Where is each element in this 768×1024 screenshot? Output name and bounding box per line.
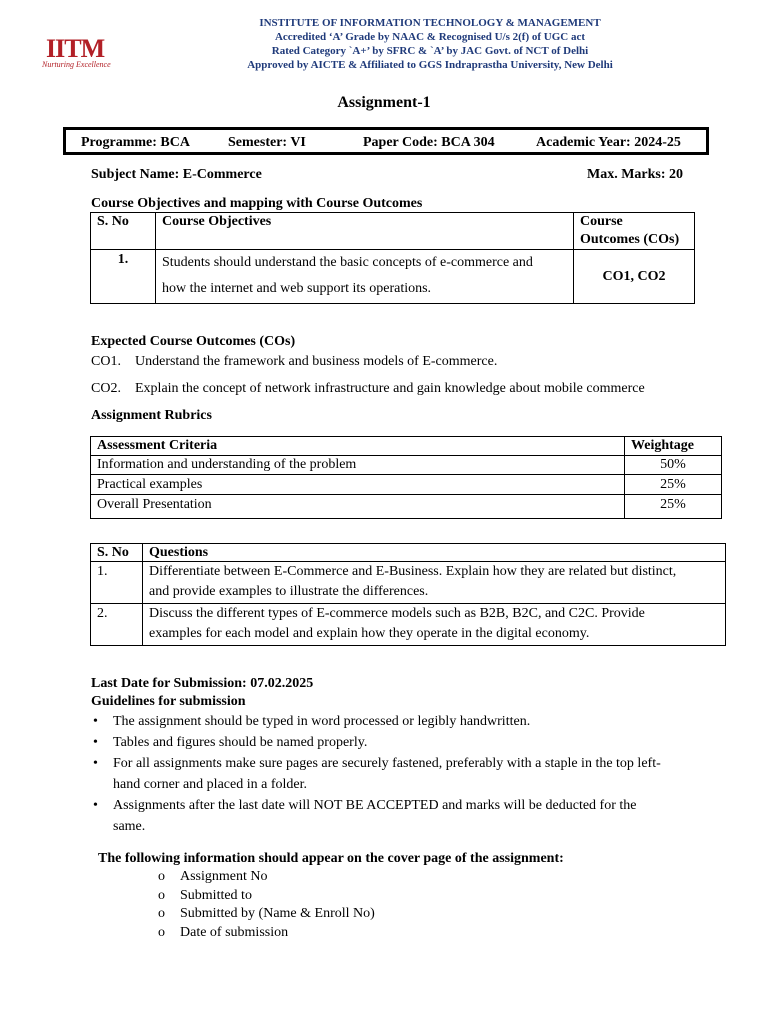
rubrics-heading: Assignment Rubrics (91, 408, 212, 423)
co1-label: CO1. (91, 354, 121, 369)
rubrics-table (90, 436, 722, 519)
question-line: examples for each model and explain how they operate in the digital economy. (149, 626, 590, 641)
list-item: • Tables and figures should be named properly. (113, 732, 713, 753)
criteria-cell: Practical examples (91, 475, 625, 495)
co1-text: Understand the framework and business models of E-commerce. (135, 354, 498, 369)
bullet-icon: • (93, 756, 98, 771)
guidelines-heading: Guidelines for submission (91, 694, 246, 709)
table-row (91, 456, 722, 475)
col-outcomes-line1: Course (580, 214, 623, 229)
col-questions: Questions (143, 544, 726, 562)
institute-name: INSTITUTE OF INFORMATION TECHNOLOGY & MANAGEMENT (259, 17, 601, 29)
weight-cell: 50% (625, 456, 722, 475)
bullet-icon: • (93, 735, 98, 750)
question-line: and provide examples to illustrate the differences. (149, 584, 429, 599)
list-item: • Assignments after the last date will NOT BE ACCEPTED and marks will be deducted for the (113, 795, 713, 816)
table-row (91, 250, 695, 304)
row-objective-line2: how the internet and web support its operations. (162, 281, 432, 296)
list-item: • For all assignments make sure pages are securely fastened, preferably with a staple in the top left- (113, 753, 713, 774)
co2-text: Explain the concept of network infrastructure and gain knowledge about mobile commerce (135, 381, 645, 396)
academic-year: Academic Year: 2024-25 (536, 135, 681, 150)
criteria-cell: Information and understanding of the problem (91, 456, 625, 475)
row-sno: 1. (91, 250, 156, 304)
bullet-icon: • (93, 714, 98, 729)
row-objective-line1: Students should understand the basic concepts of e-commerce and (162, 255, 533, 270)
question-sno: 1. (91, 562, 143, 604)
weight-cell: 25% (625, 495, 722, 519)
marker-icon: o (158, 924, 165, 940)
list-item: • The assignment should be typed in word processed or legibly handwritten. (113, 711, 713, 732)
question-text (143, 604, 726, 646)
list-item: o Submitted to (158, 887, 375, 906)
col-sno: S. No (91, 213, 156, 250)
question-line: Differentiate between E-Commerce and E-Business. Explain how they are related but distinct, (149, 564, 677, 579)
col-objectives: Course Objectives (156, 213, 574, 250)
list-item-continued: hand corner and placed in a folder. (113, 777, 307, 792)
question-text (143, 562, 726, 604)
col-weightage: Weightage (625, 437, 722, 456)
cover-heading: The following information should appear on the cover page of the assignment: (98, 851, 564, 866)
bullet-icon: • (93, 798, 98, 813)
table-row (91, 475, 722, 495)
institute-header (200, 16, 660, 72)
guidelines-list (93, 711, 713, 837)
col-outcomes (574, 213, 695, 250)
max-marks: Max. Marks: 20 (587, 167, 684, 182)
row-objective (156, 250, 574, 304)
question-sno: 2. (91, 604, 143, 646)
semester: Semester: VI (228, 135, 306, 150)
list-item: o Submitted by (Name & Enroll No) (158, 905, 375, 924)
subject-name: Subject Name: E-Commerce (91, 167, 262, 182)
rating-line: Rated Category `A+’ by SFRC & `A’ by JAC Govt. of NCT of Delhi (271, 45, 589, 57)
col-outcomes-line2: Outcomes (COs) (580, 232, 680, 247)
marker-icon: o (158, 869, 165, 884)
col-sno: S. No (91, 544, 143, 562)
list-item: o Date of submission (158, 924, 375, 943)
institute-logo (42, 36, 124, 70)
objectives-table (90, 212, 695, 304)
weight-cell: 25% (625, 475, 722, 495)
programme-box (63, 127, 709, 155)
last-date: Last Date for Submission: 07.02.2025 (91, 676, 314, 691)
question-line: Discuss the different types of E-commerce models such as B2B, B2C, and C2C. Provide (149, 606, 645, 621)
paper-code: Paper Code: BCA 304 (363, 135, 495, 150)
accreditation-line: Accredited ‘A’ Grade by NAAC & Recognised U/s 2(f) of UGC act (274, 31, 586, 43)
approval-line: Approved by AICTE & Affiliated to GGS Indraprastha University, New Delhi (247, 59, 613, 71)
cover-list (158, 868, 375, 942)
row-outcomes: CO1, CO2 (574, 250, 695, 304)
page-title: Assignment-1 (337, 94, 431, 111)
marker-icon: o (158, 887, 165, 903)
table-row (91, 495, 722, 519)
questions-table (90, 543, 726, 646)
criteria-cell: Overall Presentation (91, 495, 625, 519)
list-item-continued: same. (113, 819, 146, 834)
outcomes-heading: Expected Course Outcomes (COs) (91, 334, 296, 349)
col-criteria: Assessment Criteria (91, 437, 625, 456)
co2-label: CO2. (91, 381, 121, 396)
logo-tagline: Nurturing Excellence (42, 60, 111, 69)
table-row (91, 562, 726, 604)
objectives-heading: Course Objectives and mapping with Course Outcomes (91, 196, 423, 211)
logo-text: IITM (46, 34, 105, 63)
list-item: o Assignment No (158, 868, 375, 887)
table-row (91, 604, 726, 646)
marker-icon: o (158, 906, 165, 921)
programme: Programme: BCA (81, 135, 190, 150)
